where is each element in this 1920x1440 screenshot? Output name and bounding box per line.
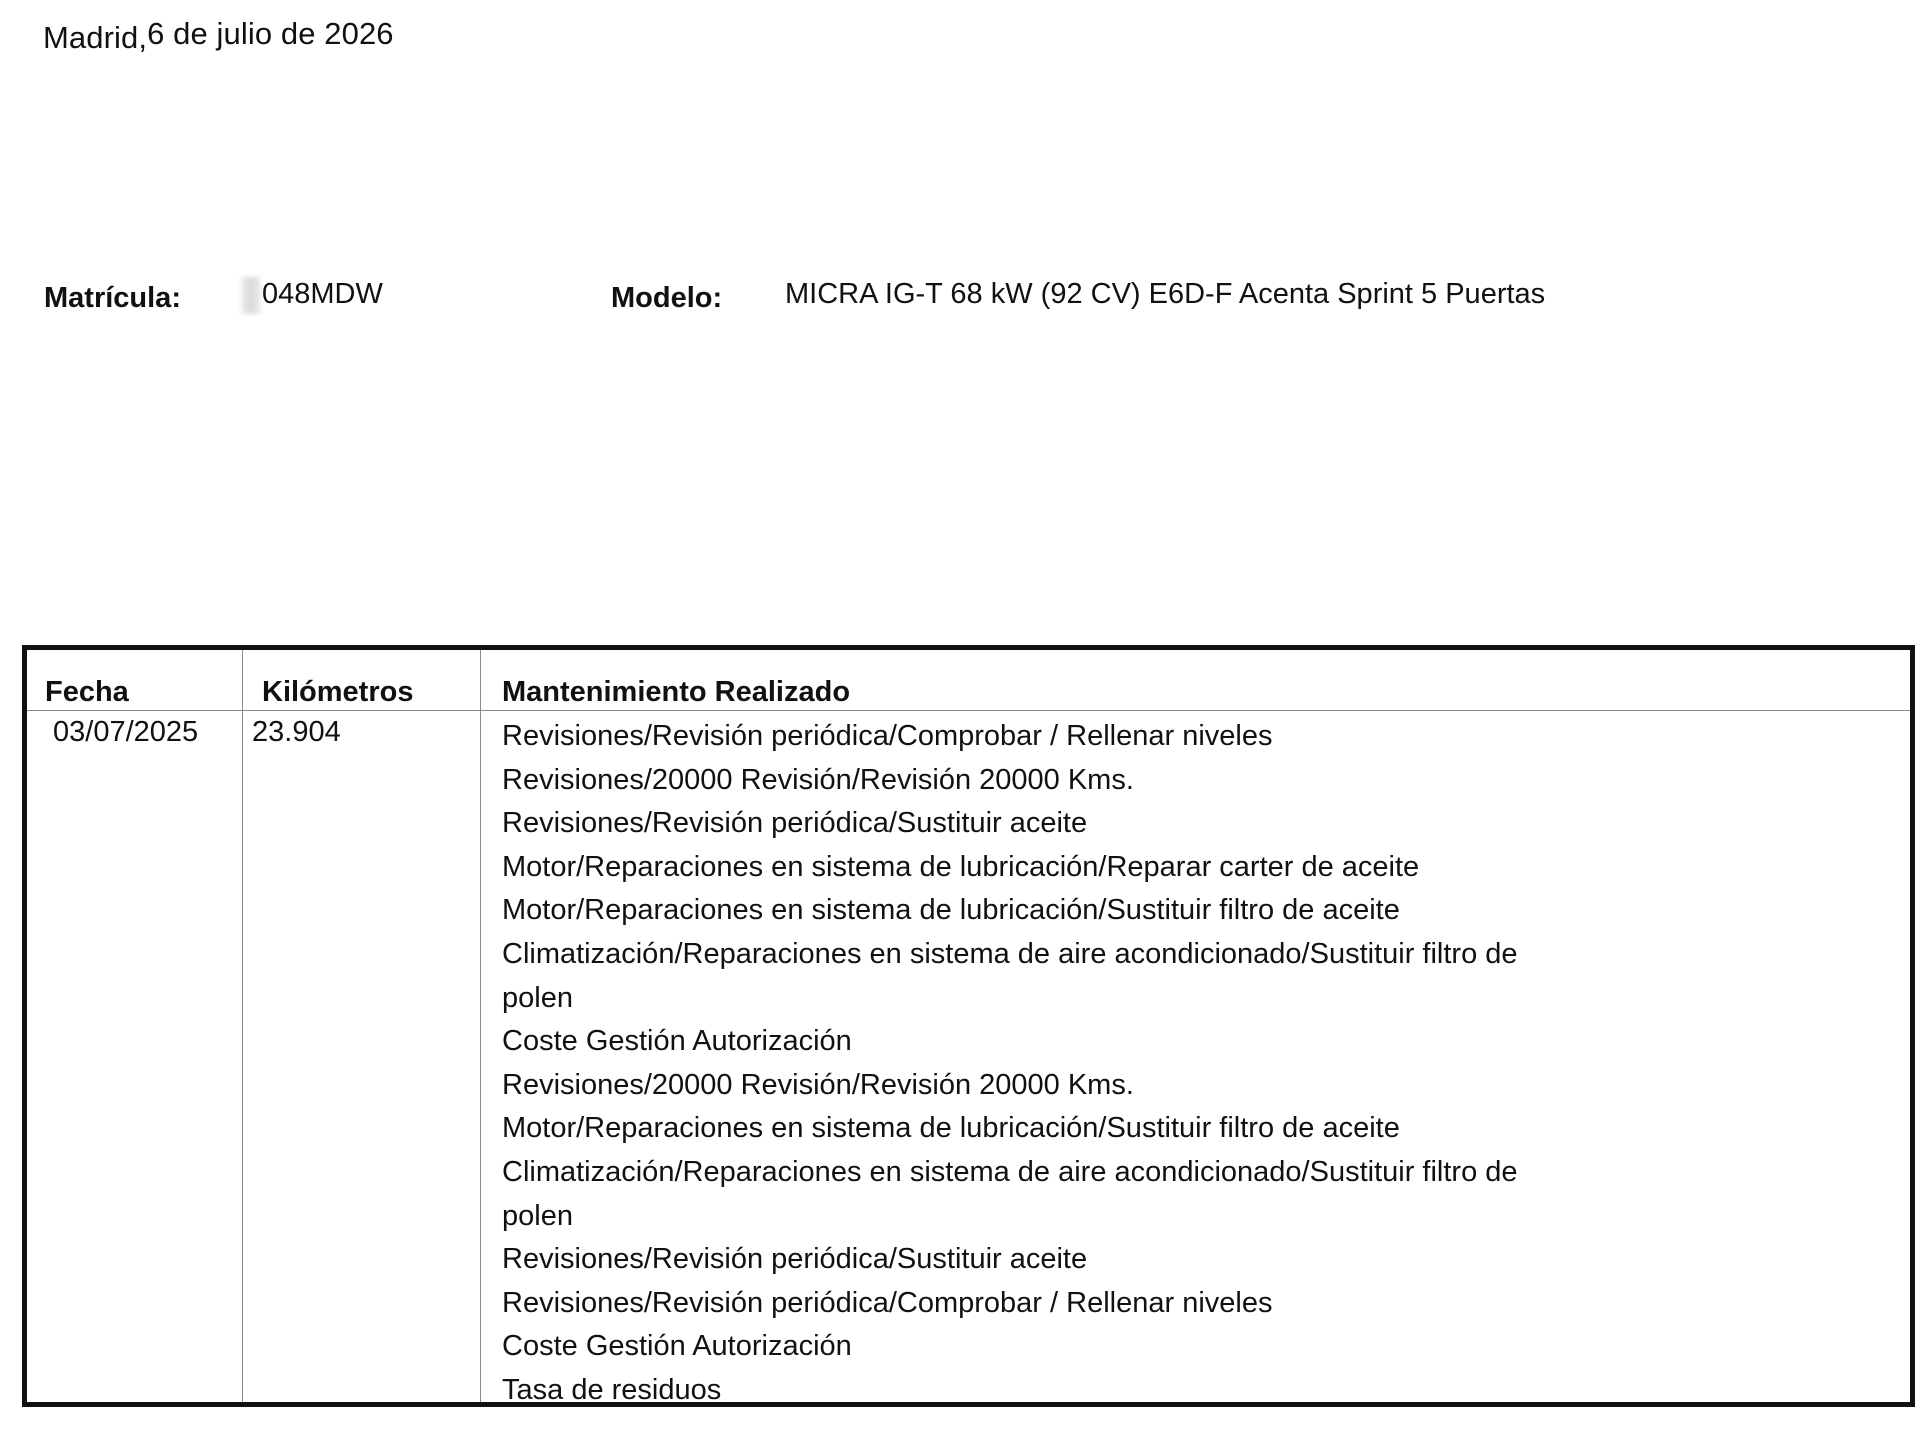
plate-number: 048MDW	[262, 278, 383, 310]
row-date: 03/07/2025	[53, 716, 199, 748]
maintenance-item: Coste Gestión Autorización	[502, 1330, 852, 1363]
maintenance-item: Tasa de residuos	[502, 1373, 722, 1406]
date-text: 6 de julio de 2026	[147, 16, 394, 51]
model-value: MICRA IG-T 68 kW (92 CV) E6D-F Acenta Sprint 5 Puertas	[785, 278, 1546, 310]
maintenance-item: Revisiones/Revisión periódica/Sustituir aceite	[502, 807, 1088, 840]
city: Madrid,	[43, 20, 148, 55]
row-kilometers: 23.904	[252, 716, 341, 748]
column-divider	[480, 650, 481, 1402]
header-divider	[27, 710, 1910, 711]
maintenance-item: Climatización/Reparaciones en sistema de aire acondicionado/Sustituir filtro de	[502, 937, 1518, 970]
maintenance-list	[502, 715, 1702, 1413]
maintenance-item: polen	[502, 1199, 573, 1232]
maintenance-item: Revisiones/20000 Revisión/Revisión 20000 Kms.	[502, 1068, 1134, 1101]
maintenance-item: Coste Gestión Autorización	[502, 1025, 852, 1058]
maintenance-item: Revisiones/Revisión periódica/Comprobar / Rellenar niveles	[502, 720, 1273, 752]
maintenance-item: Motor/Reparaciones en sistema de lubricación/Reparar carter de aceite	[502, 850, 1420, 883]
maintenance-item: Climatización/Reparaciones en sistema de aire acondicionado/Sustituir filtro de	[502, 1155, 1518, 1188]
column-header-kilometros: Kilómetros	[262, 676, 414, 708]
plate-label: Matrícula:	[44, 282, 181, 314]
column-header-mantenimiento: Mantenimiento Realizado	[502, 676, 851, 708]
plate-value	[244, 278, 383, 311]
column-divider	[242, 650, 243, 1402]
maintenance-item: Revisiones/20000 Revisión/Revisión 20000 Kms.	[502, 763, 1134, 796]
maintenance-table	[22, 645, 1915, 1407]
column-header-fecha: Fecha	[45, 676, 129, 708]
maintenance-item: Revisiones/Revisión periódica/Comprobar / Rellenar niveles	[502, 1286, 1273, 1319]
maintenance-item: polen	[502, 981, 573, 1014]
maintenance-item: Motor/Reparaciones en sistema de lubricación/Sustituir filtro de aceite	[502, 1112, 1400, 1145]
maintenance-item: Motor/Reparaciones en sistema de lubricación/Sustituir filtro de aceite	[502, 894, 1400, 927]
document-date	[43, 16, 394, 55]
maintenance-item: Revisiones/Revisión periódica/Sustituir aceite	[502, 1243, 1088, 1276]
model-label: Modelo:	[611, 282, 723, 314]
